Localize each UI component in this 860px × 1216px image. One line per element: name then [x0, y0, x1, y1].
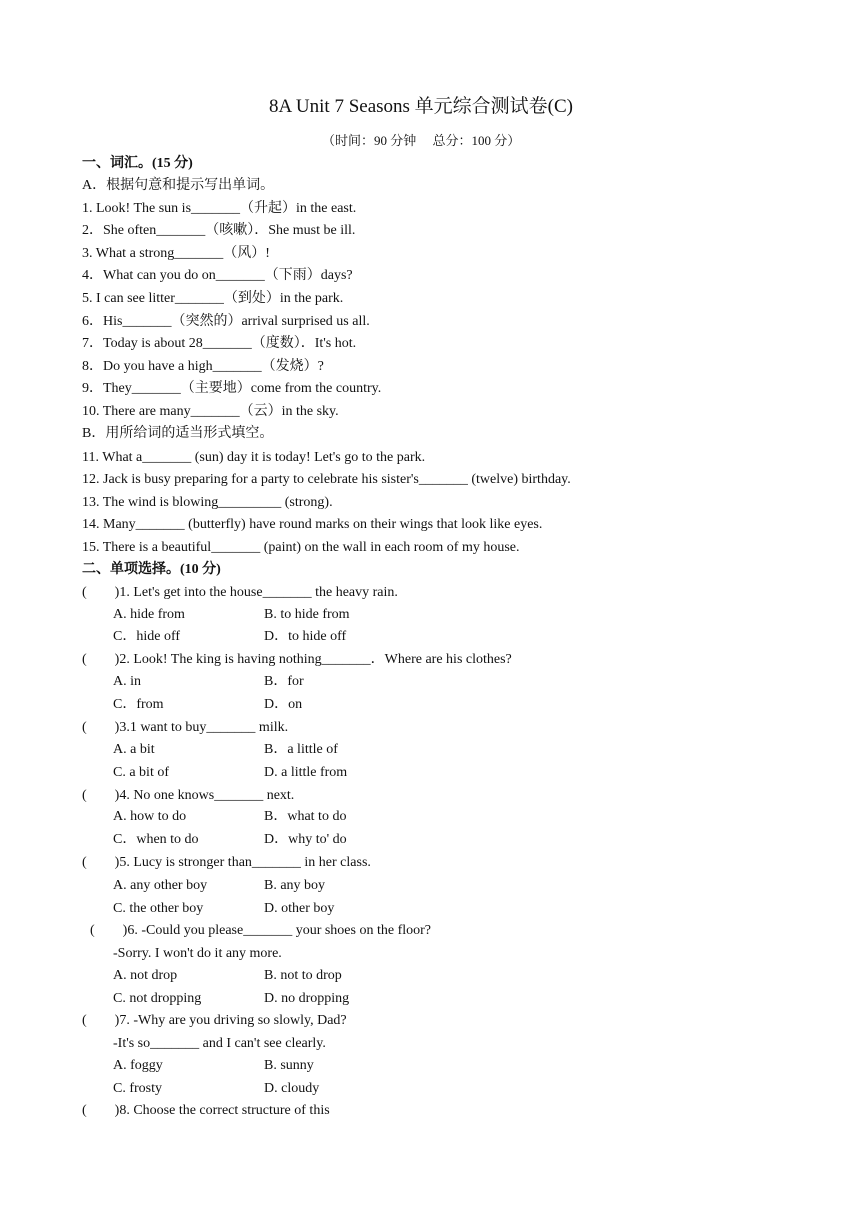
- option-c: C. the other boy: [113, 901, 204, 916]
- question: ( )1. Let's get into the house_______ the heavy rain.: [82, 585, 398, 600]
- page-title: 8A Unit 7 Seasons 单元综合测试卷(C): [269, 96, 574, 117]
- option-b: B．a little of: [264, 742, 338, 757]
- option-d: D. other boy: [264, 901, 335, 916]
- option-b: B．for: [264, 674, 304, 689]
- option-c: C．from: [113, 697, 164, 712]
- question: ( )4. No one knows_______ next.: [82, 788, 295, 803]
- question: ( )5. Lucy is stronger than_______ in her class.: [82, 855, 371, 870]
- list-item: 14. Many_______ (butterfly) have round marks on their wings that look like eyes.: [82, 517, 543, 532]
- list-item: 11. What a_______ (sun) day it is today! Let's go to the park.: [82, 450, 426, 465]
- list-item: 4．What can you do on_______（下雨）days?: [82, 268, 353, 283]
- list-item: 10. There are many_______（云）in the sky.: [82, 404, 339, 419]
- option-a: A. in: [113, 674, 141, 689]
- question: ( )7. -Why are you driving so slowly, Dad?: [82, 1013, 347, 1028]
- section-heading: 一、词汇。(15 分): [82, 156, 193, 171]
- option-d: D．on: [264, 697, 303, 712]
- question-line-2: -Sorry. I won't do it any more.: [113, 946, 282, 961]
- question-line-2: -It's so_______ and I can't see clearly.: [113, 1036, 326, 1051]
- question: ( )8. Choose the correct structure of this: [82, 1103, 330, 1118]
- option-a: A. any other boy: [113, 878, 208, 893]
- option-d: D．why to' do: [264, 832, 347, 847]
- question: ( )2. Look! The king is having nothing_______．Where are his clothes?: [82, 652, 512, 667]
- part-heading: A．根据句意和提示写出单词。: [82, 178, 275, 193]
- list-item: 2．She often_______（咳嗽）．She must be ill.: [82, 223, 356, 238]
- option-a: A. not drop: [113, 968, 178, 983]
- option-a: A. foggy: [113, 1058, 163, 1073]
- option-c: C. a bit of: [113, 765, 169, 780]
- option-a: A. how to do: [113, 809, 187, 824]
- option-a: A. hide from: [113, 607, 185, 622]
- option-a: A. a bit: [113, 742, 155, 757]
- list-item: 13. The wind is blowing_________ (strong).: [82, 495, 333, 510]
- list-item: 8．Do you have a high_______（发烧）?: [82, 359, 324, 374]
- option-c: C．hide off: [113, 629, 181, 644]
- list-item: 9．They_______（主要地）come from the country.: [82, 381, 382, 396]
- list-item: 12. Jack is busy preparing for a party to celebrate his sister's_______ (twelve) birthday.: [82, 472, 571, 487]
- part-heading: B．用所给词的适当形式填空。: [82, 426, 274, 441]
- list-item: 5. I can see litter_______（到处）in the park.: [82, 291, 344, 306]
- option-c: C. not dropping: [113, 991, 202, 1006]
- list-item: 15. There is a beautiful_______ (paint) on the wall in each room of my house.: [82, 540, 520, 555]
- option-c: C. frosty: [113, 1081, 162, 1096]
- option-b: B. any boy: [264, 878, 326, 893]
- option-c: C．when to do: [113, 832, 199, 847]
- question: ( )6. -Could you please_______ your shoes on the floor?: [90, 923, 431, 938]
- option-d: D. no dropping: [264, 991, 350, 1006]
- list-item: 3. What a strong_______（风）!: [82, 246, 270, 261]
- option-d: D．to hide off: [264, 629, 347, 644]
- page-subtitle: （时间：90 分钟 总分：100 分）: [322, 133, 521, 148]
- option-b: B. sunny: [264, 1058, 314, 1073]
- option-d: D. a little from: [264, 765, 348, 780]
- list-item: 6．His_______（突然的）arrival surprised us all.: [82, 314, 370, 329]
- section-heading: 二、单项选择。(10 分): [82, 562, 221, 577]
- option-b: B．what to do: [264, 809, 347, 824]
- option-b: B. to hide from: [264, 607, 350, 622]
- list-item: 7．Today is about 28_______（度数）．It's hot.: [82, 336, 357, 351]
- question: ( )3.1 want to buy_______ milk.: [82, 720, 289, 735]
- option-b: B. not to drop: [264, 968, 342, 983]
- list-item: 1. Look! The sun is_______（升起）in the east.: [82, 201, 357, 216]
- option-d: D. cloudy: [264, 1081, 320, 1096]
